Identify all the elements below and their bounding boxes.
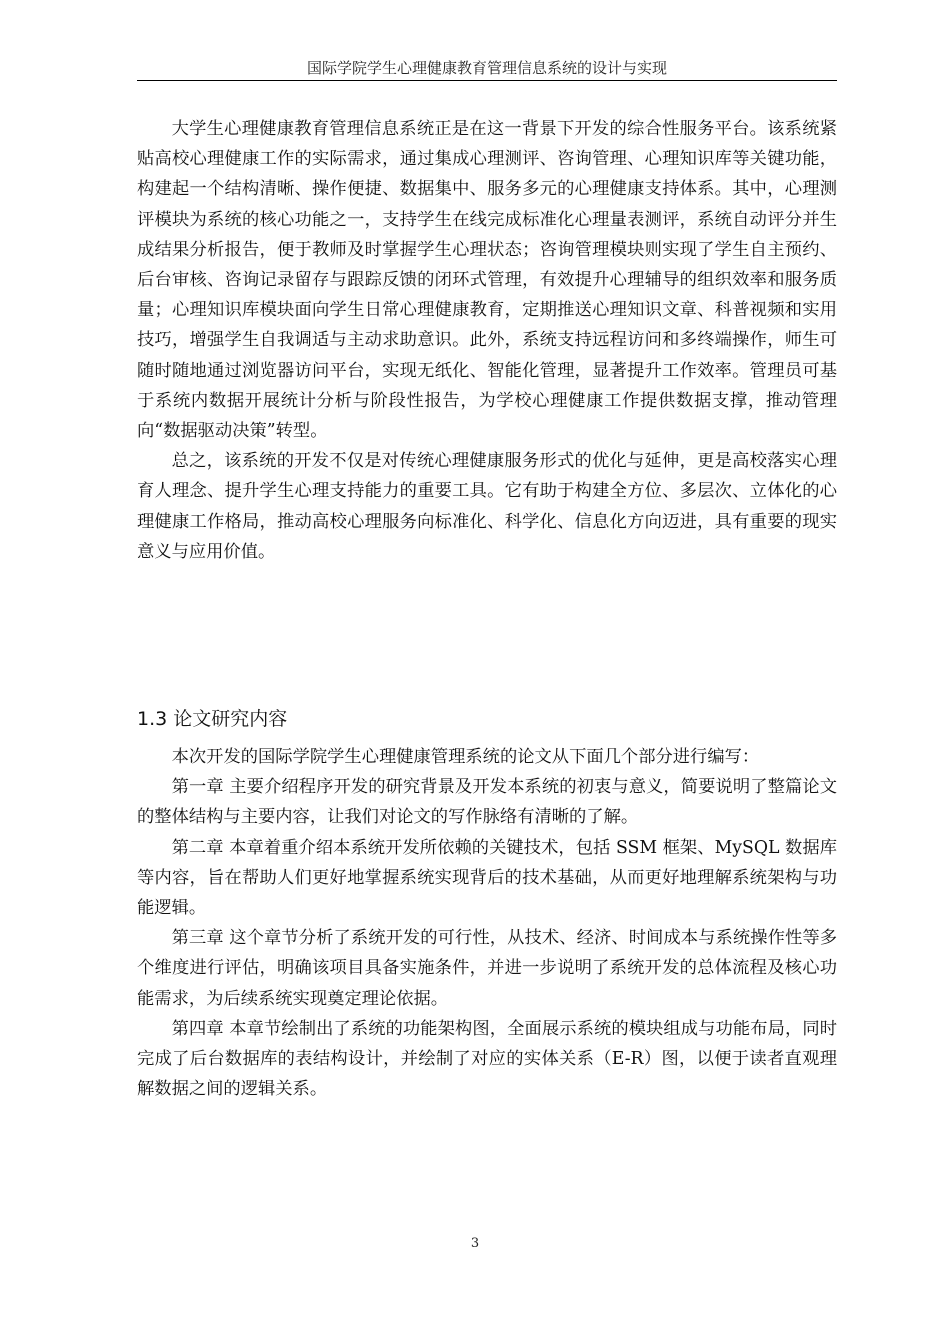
section-body — [137, 742, 837, 1104]
body-text — [137, 114, 837, 567]
paragraph-system-overview: 大学生心理健康教育管理信息系统正是在这一背景下开发的综合性服务平台。该系统紧贴高校心理健康工作的实际需求，通过集成心理测评、咨询管理、心理知识库等关键功能，构建起一个结构清晰、操作便捷、数据集中、服务多元的心理健康支持体系。其中，心理测评模块为系统的核心功能之一，支持学生在线完成标准化心理量表测评，系统自动评分并生成结果分析报告，便于教师及时掌握学生心理状态；咨询管理模块则实现了学生自主预约、后台审核、咨询记录留存与跟踪反馈的闭环式管理，有效提升心理辅导的组织效率和服务质量；心理知识库模块面向学生日常心理健康教育，定期推送心理知识文章、科普视频和实用技巧，增强学生自我调适与主动求助意识。此外，系统支持远程访问和多终端操作，师生可随时随地通过浏览器访问平台，实现无纸化、智能化管理，显著提升工作效率。管理员可基于系统内数据开展统计分析与阶段性报告，为学校心理健康工作提供数据支撑，推动管理向“数据驱动决策”转型。 — [137, 119, 837, 442]
paragraph-intro: 本次开发的国际学院学生心理健康管理系统的论文从下面几个部分进行编写： — [171, 747, 760, 767]
section-heading: 1.3 论文研究内容 — [137, 708, 288, 730]
paragraph-chapter-2: 第二章 本章着重介绍本系统开发所依赖的关键技术，包括 SSM 框架、MySQL 数据库等内容，旨在帮助人们更好地掌握系统实现背后的技术基础，从而更好地理解系统架构与功能逻辑。 — [137, 837, 837, 919]
header-rule — [137, 80, 837, 81]
paragraph-chapter-4: 第四章 本章节绘制出了系统的功能架构图，全面展示系统的模块组成与功能布局，同时完成了后台数据库的表结构设计，并绘制了对应的实体关系（E-R）图，以便于读者直观理解数据之间的逻辑关系。 — [137, 1018, 837, 1100]
paragraph-chapter-1: 第一章 主要介绍程序开发的研究背景及开发本系统的初衷与意义，简要说明了整篇论文的整体结构与主要内容，让我们对论文的写作脉络有清晰的了解。 — [137, 777, 837, 828]
paragraph-chapter-3: 第三章 这个章节分析了系统开发的可行性，从技术、经济、时间成本与系统操作性等多个维度进行评估，明确该项目具备实施条件，并进一步说明了系统开发的总体流程及核心功能需求，为后续系统实现奠定理论依据。 — [137, 928, 837, 1009]
paragraph-summary: 总之，该系统的开发不仅是对传统心理健康服务形式的优化与延伸，更是高校落实心理育人理念、提升学生心理支持能力的重要工具。它有助于构建全方位、多层次、立体化的心理健康工作格局，推动高校心理服务向标准化、科学化、信息化方向迈进，具有重要的现实意义与应用价值。 — [137, 451, 837, 562]
page-number: 3 — [470, 1236, 480, 1251]
running-header: 国际学院学生心理健康教育管理信息系统的设计与实现 — [306, 59, 667, 77]
